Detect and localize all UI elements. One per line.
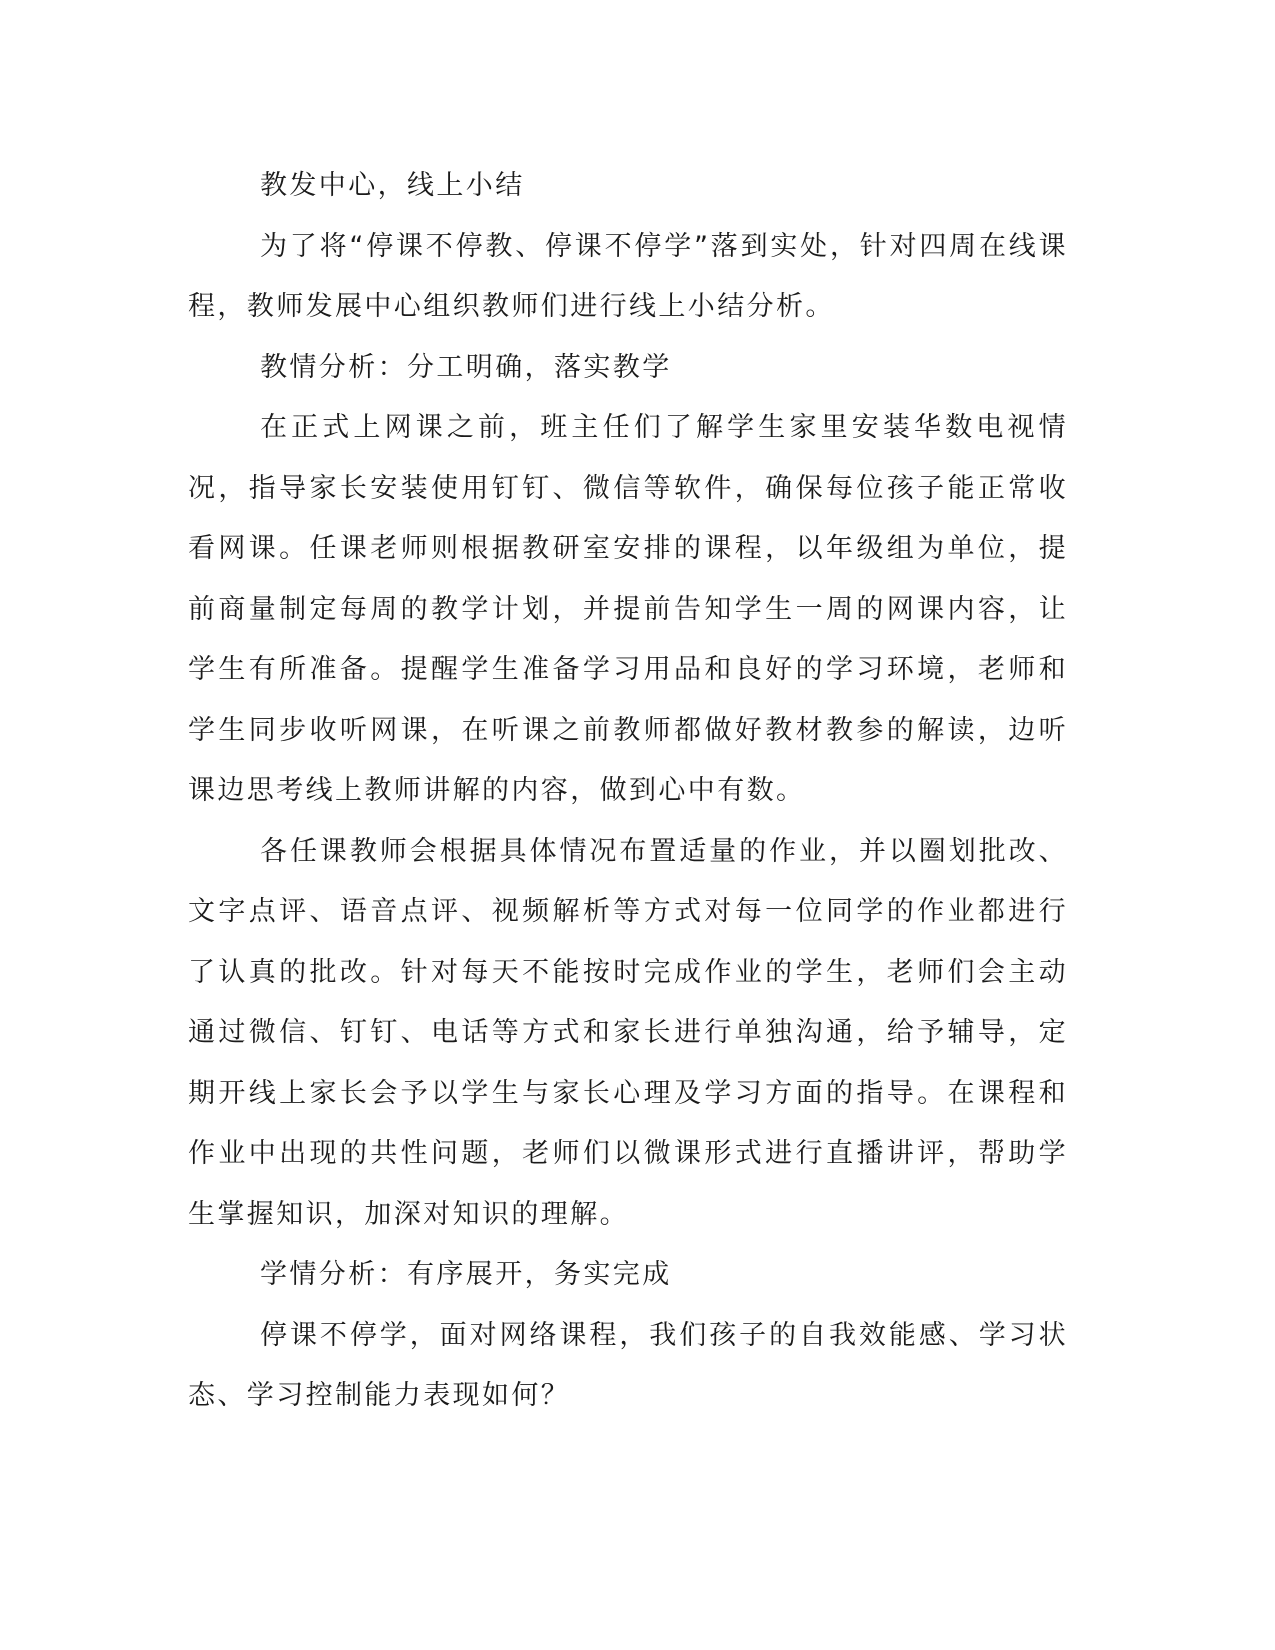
- paragraph-question: 停课不停学，面对网络课程，我们孩子的自我效能感、学习状态、学习控制能力表现如何？: [188, 1319, 1068, 1411]
- section-heading-center-summary: 教发中心，线上小结: [260, 170, 525, 201]
- document-body: [188, 156, 1068, 1427]
- section-heading-learning-analysis: 学情分析：有序展开，务实完成: [260, 1259, 672, 1290]
- paragraph-preparation: 在正式上网课之前，班主任们了解学生家里安装华数电视情况，指导家长安装使用钉钉、微信等软件，确保每位孩子能正常收看网课。任课老师则根据教研室安排的课程，以年级组为单位，提前商量制定每周的教学计划，并提前告知学生一周的网课内容，让学生有所准备。提醒学生准备学习用品和良好的学习环境，老师和学生同步收听网课，在听课之前教师都做好教材教参的解读，边听课边思考线上教师讲解的内容，做到心中有数。: [188, 412, 1068, 806]
- paragraph-intro: 为了将“停课不停教、停课不停学”落到实处，针对四周在线课程，教师发展中心组织教师们进行线上小结分析。: [188, 230, 1068, 322]
- section-heading-teaching-analysis: 教情分析：分工明确，落实教学: [260, 351, 672, 383]
- paragraph-homework: 各任课教师会根据具体情况布置适量的作业，并以圈划批改、文字点评、语音点评、视频解析等方式对每一位同学的作业都进行了认真的批改。针对每天不能按时完成作业的学生，老师们会主动通过微信、钉钉、电话等方式和家长进行单独沟通，给予辅导，定期开线上家长会予以学生与家长心理及学习方面的指导。在课程和作业中出现的共性问题，老师们以微课形式进行直播讲评，帮助学生掌握知识，加深对知识的理解。: [188, 835, 1068, 1230]
